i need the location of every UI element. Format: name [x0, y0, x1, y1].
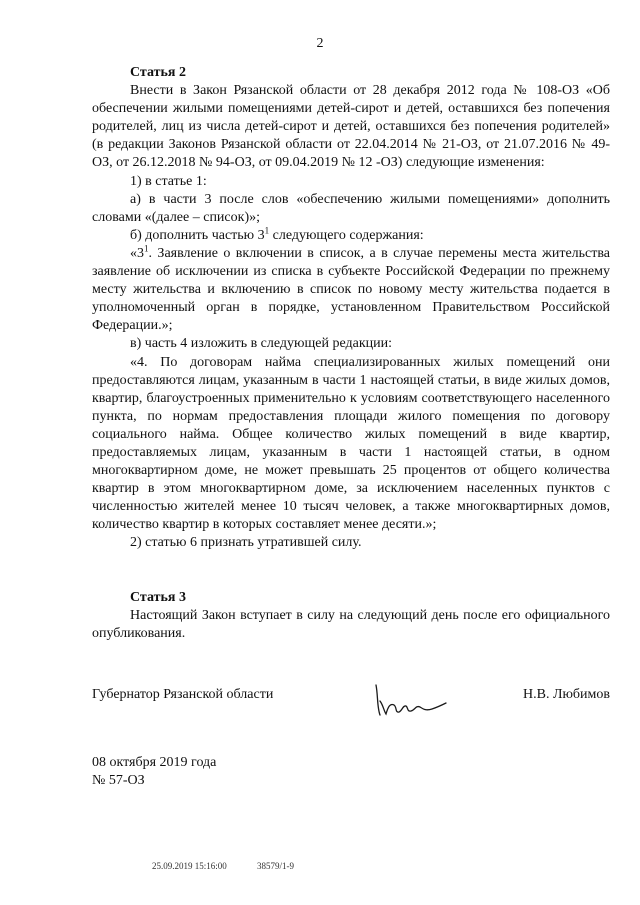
spacer — [92, 553, 610, 571]
handwritten-signature — [370, 681, 450, 721]
item-1b-superscript: 1 — [264, 225, 270, 236]
quote-3-1-text: . Заявление о включении в список, а в случае перемены места жительства заявление об исключении из списка в субъекте Российской Федерации по прежнему месту жительства и включению в список по новому месту жительства подается в уполномоченный орган в порядке, установленном Правительством Российской Федерации.»; — [92, 245, 610, 334]
signature-block — [92, 687, 610, 727]
article-2-item-1c: в) часть 4 изложить в следующей редакции: — [130, 336, 393, 352]
article-2-item-1: 1) в статье 1: — [130, 173, 207, 189]
article-2-item-1a: а) в части 3 после слов «обеспечению жилыми помещениями» дополнить словами «(далее – список)»; — [92, 191, 610, 225]
signer-name: Н.В. Любимов — [523, 687, 610, 702]
signer-position: Губернатор Рязанской области — [92, 687, 274, 702]
quote-3-1-superscript: 1 — [144, 243, 149, 254]
spacer — [92, 571, 610, 589]
item-1b-text-end: следующего содержания: — [269, 227, 424, 243]
law-number: № 57-ОЗ — [92, 773, 145, 788]
quote-part-4: «4. По договорам найма специализированных жилых помещений они предоставляются лицам, указанным в части 1 настоящей статьи, в виде жилых домов, квартир, благоустроенных применительно к условиям соответствующего населенного пункта, по нормам предоставления площади жилого помещения по договору социального найма. Общее количество жилых помещений в виде квартир, предоставляемых лицам, указанным в части 1 настоящей статьи, в одном многоквартирном доме, не может превышать 25 процентов от общего количества квартир в этом многоквартирном доме, за исключением населенных пунктов с численностью жителей менее 10 тысяч человек, а также многоквартирных домов, количество квартир в которых составляет менее десяти.»; — [92, 354, 610, 533]
adoption-date: 08 октября 2019 года — [92, 755, 217, 770]
page-number: 2 — [316, 36, 324, 51]
article-3-heading: Статья 3 — [130, 589, 186, 605]
document-body — [92, 64, 610, 643]
article-3-text: Настоящий Закон вступает в силу на следующий день после его официального опубликования. — [92, 607, 610, 641]
article-2-item-1b — [92, 227, 610, 245]
quote-3-1-start: «3 — [130, 245, 144, 261]
footer-code: 38579/1-9 — [257, 861, 295, 871]
article-2-item-2: 2) статью 6 признать утратившей силу. — [130, 535, 362, 551]
adoption-block — [92, 754, 216, 790]
footer-line — [152, 861, 322, 871]
article-2-intro: Внести в Закон Рязанской области от 28 декабря 2012 года № 108-ОЗ «Об обеспечении жилыми помещениями детей-сирот и детей, оставшихся без попечения родителей, лиц из числа детей-сирот и детей, оставшихся без попечения родителей» (в редакции Законов Рязанской области от 22.04.2014 № 21-ОЗ, от 21.07.2016 № 49-ОЗ, от 26.12.2018 № 94-ОЗ, от 09.04.2019 № 12 -ОЗ) следующие изменения: — [92, 83, 610, 171]
article-2-heading: Статья 2 — [130, 65, 186, 80]
footer-timestamp: 25.09.2019 15:16:00 — [152, 861, 227, 871]
item-1b-text: б) дополнить частью 3 — [130, 227, 265, 243]
quote-part-3-1 — [92, 245, 610, 335]
